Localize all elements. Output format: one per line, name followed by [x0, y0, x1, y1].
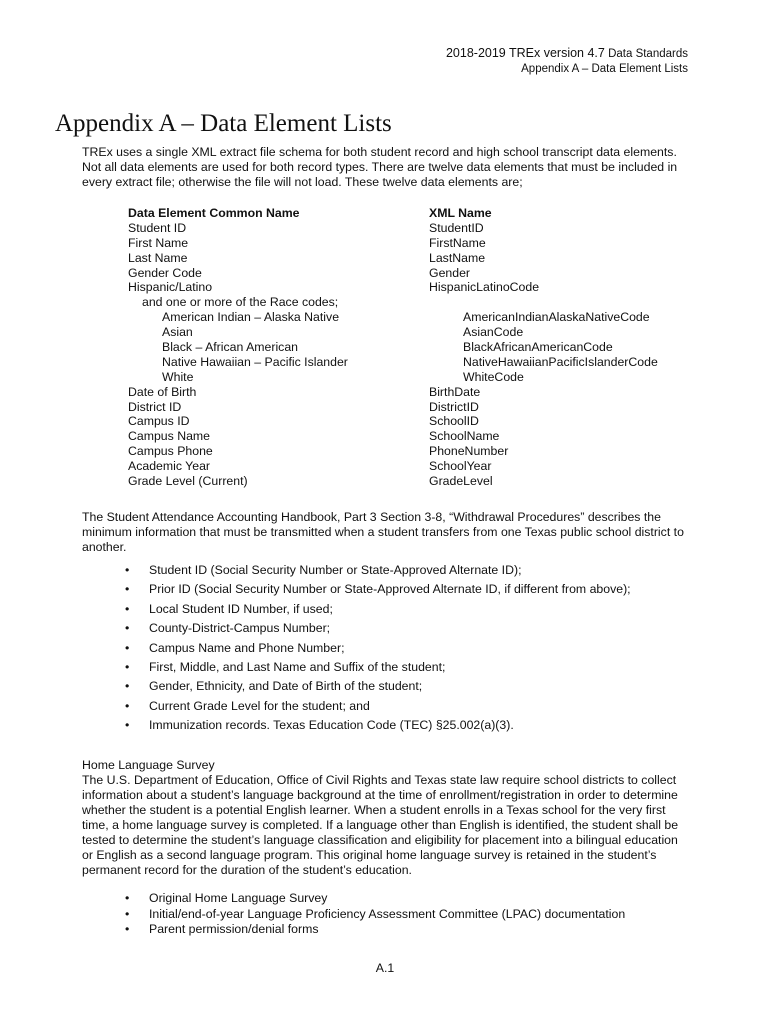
table-row	[128, 221, 688, 236]
list-item: • Local Student ID Number, if used;	[82, 602, 722, 621]
list-item: • Initial/end-of-year Language Proficiency Assessment Committee (LPAC) documentation	[82, 907, 722, 923]
col-header-common-name: Data Element Common Name	[128, 206, 300, 220]
xml-name: StudentID	[429, 220, 484, 235]
list-item: • Current Grade Level for the student; and	[82, 699, 722, 718]
element-name: Grade Level (Current)	[128, 474, 248, 489]
xml-name: PhoneNumber	[429, 444, 509, 459]
element-name: Date of Birth	[128, 384, 197, 399]
element-name: Gender Code	[128, 265, 202, 280]
element-name: Last Name	[128, 250, 188, 265]
element-name: Black – African American	[162, 340, 299, 355]
list-item: • Prior ID (Social Security Number or State-Approved Alternate ID, if different from above);	[82, 582, 722, 601]
table-row	[128, 385, 688, 400]
table-row	[128, 370, 688, 385]
table-row	[128, 400, 688, 415]
home-language-body: The U.S. Department of Education, Office of Civil Rights and Texas state law require school districts to collect information about a student’s language background at the time of enrollment/registration in order to determine whether the student is a potential English learner. When a student enrolls in a Texas school for the very first time, a home language survey is completed. If a language other than English is identified, the student shall be tested to determine the student’s language classification and eligibility for placement into a bilingual education or English as a second language program. This original home language survey is retained in the student’s permanent record for the duration of the student’s education.	[82, 773, 679, 877]
home-language-heading: Home Language Survey	[82, 758, 215, 772]
xml-name: BirthDate	[429, 384, 481, 399]
table-header-row	[128, 206, 688, 221]
table-row	[128, 429, 688, 444]
element-name: Native Hawaiian – Pacific Islander	[162, 354, 348, 369]
list-item: • First, Middle, and Last Name and Suffix of the student;	[82, 660, 722, 679]
list-item: • Immunization records. Texas Education Code (TEC) §25.002(a)(3).	[82, 718, 722, 737]
element-name: Academic Year	[128, 459, 211, 474]
table-row	[128, 236, 688, 251]
xml-name: DistrictID	[429, 399, 479, 414]
xml-name: SchoolYear	[429, 459, 492, 474]
xml-name: GradeLevel	[429, 474, 493, 489]
table-row	[128, 280, 688, 295]
home-language-section	[82, 758, 692, 878]
element-name: District ID	[128, 399, 182, 414]
list-item: • Original Home Language Survey	[82, 891, 722, 907]
intro-paragraph: TREx uses a single XML extract file schema for both student record and high school transcript data elements. Not all data elements are used for both record types. There are twelve data elements that must be included in every extract file; otherwise the file will not load. These twelve data elements are;	[82, 145, 678, 189]
table-row	[128, 414, 688, 429]
list-item: • Parent permission/denial forms	[82, 922, 722, 938]
element-name: and one or more of the Race codes;	[142, 295, 339, 310]
element-name: Campus ID	[128, 414, 190, 429]
table-row	[128, 310, 688, 325]
table-row	[128, 325, 688, 340]
table-row	[128, 474, 688, 489]
xml-name: WhiteCode	[463, 369, 524, 384]
withdrawal-bullet-list	[82, 563, 722, 738]
element-name: American Indian – Alaska Native	[162, 310, 340, 325]
table-row	[128, 266, 688, 281]
header-version: 2018-2019 TREx version 4.7	[445, 46, 605, 60]
xml-name: BlackAfricanAmericanCode	[463, 340, 613, 355]
xml-name: FirstName	[429, 235, 486, 250]
xml-name: SchoolName	[429, 429, 500, 444]
table-row	[128, 295, 688, 310]
home-language-bullet-list	[82, 891, 722, 938]
element-name: Hispanic/Latino	[128, 280, 213, 295]
xml-name: NativeHawaiianPacificIslanderCode	[463, 354, 658, 369]
col-header-xml-name: XML Name	[429, 206, 492, 220]
xml-name: HispanicLatinoCode	[429, 280, 540, 295]
running-header-section: Appendix A – Data Element Lists	[521, 63, 688, 75]
data-element-table	[128, 206, 688, 489]
page-number: A.1	[375, 961, 395, 975]
table-row	[128, 444, 688, 459]
running-header-version	[446, 46, 688, 61]
header-version-suffix: Data Standards	[608, 48, 688, 60]
table-row	[128, 355, 688, 370]
table-row	[128, 340, 688, 355]
element-name: Student ID	[128, 220, 187, 235]
table-row	[128, 251, 688, 266]
list-item: • County-District-Campus Number;	[82, 621, 722, 640]
table-row	[128, 459, 688, 474]
list-item: • Campus Name and Phone Number;	[82, 641, 722, 660]
list-item: • Student ID (Social Security Number or State-Approved Alternate ID);	[82, 563, 722, 582]
xml-name: SchoolID	[429, 414, 479, 429]
element-name: White	[162, 369, 194, 384]
list-item: • Gender, Ethnicity, and Date of Birth of the student;	[82, 679, 722, 698]
xml-name	[443, 295, 688, 310]
xml-name: AmericanIndianAlaskaNativeCode	[463, 310, 650, 325]
xml-name: LastName	[429, 250, 486, 265]
element-name: Campus Name	[128, 429, 211, 444]
page-title: Appendix A – Data Element Lists	[55, 110, 392, 137]
element-name: Campus Phone	[128, 444, 213, 459]
withdrawal-paragraph: The Student Attendance Accounting Handbook, Part 3 Section 3-8, “Withdrawal Procedures” describes the minimum information that must be transmitted when a student transfers from one Texas public school district to another.	[82, 510, 684, 554]
xml-name: AsianCode	[463, 325, 524, 340]
xml-name: Gender	[429, 265, 471, 280]
element-name: Asian	[162, 325, 193, 340]
element-name: First Name	[128, 235, 189, 250]
